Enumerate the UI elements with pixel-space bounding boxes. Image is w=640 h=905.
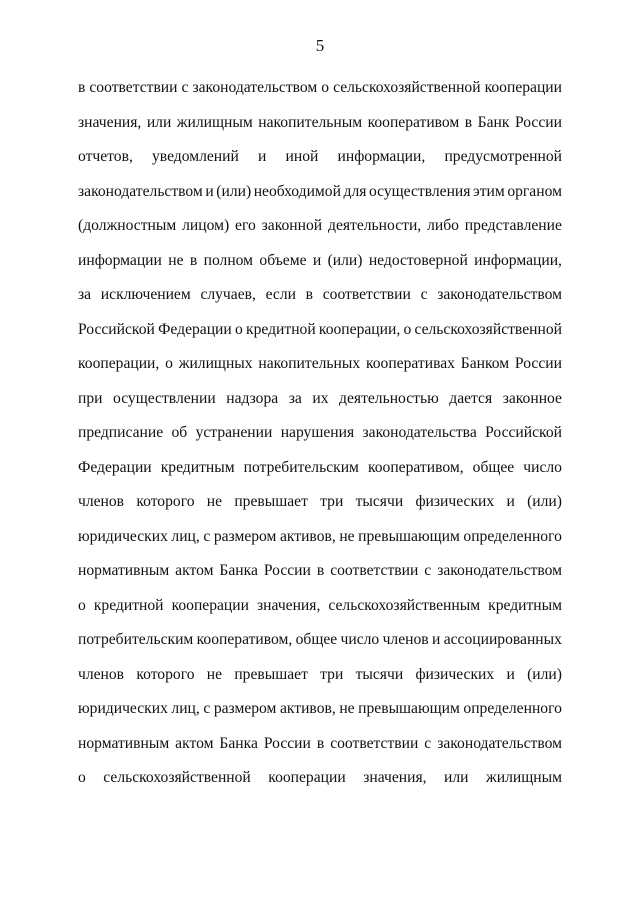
text-line: Российской Федерации о кредитной кооперации, о сельскохозяйственной: [78, 320, 562, 338]
text-line: нормативным актом Банка России в соответствии с законодательством: [78, 734, 562, 752]
text-line: отчетов, уведомлений и иной информации, предусмотренной: [78, 148, 562, 165]
text-line: в соответствии с законодательством о сельскохозяйственной кооперации: [78, 79, 562, 96]
text-line: членов которого не превышает три тысячи физических и (или): [78, 665, 562, 683]
text-line: Федерации кредитным потребительским кооперативом, общее число: [78, 458, 562, 476]
text-line: нормативным актом Банка России в соответствии с законодательством: [78, 562, 562, 579]
text-line: законодательством и (или) необходимой для осуществления этим органом: [78, 182, 562, 200]
document-body: [78, 76, 562, 801]
text-line: кооперации, о жилищных накопительных кооперативах Банком России: [78, 355, 562, 372]
text-line: о кредитной кооперации значения, сельскохозяйственным кредитным: [78, 596, 562, 614]
text-line: (должностным лицом) его законной деятельности, либо представление: [78, 217, 562, 234]
text-line: юридических лиц, с размером активов, не превышающим определенного: [78, 700, 562, 717]
text-line: при осуществлении надзора за их деятельностью дается законное: [78, 389, 562, 407]
text-line: информации не в полном объеме и (или) недостоверной информации,: [78, 251, 562, 269]
text-line: членов которого не превышает три тысячи физических и (или): [78, 493, 562, 510]
text-line: потребительским кооперативом, общее число членов и ассоциированных: [78, 631, 562, 648]
page-number: 5: [315, 36, 325, 55]
text-line: о сельскохозяйственной кооперации значения, или жилищным: [78, 769, 562, 786]
text-line: юридических лиц, с размером активов, не превышающим определенного: [78, 527, 562, 545]
text-line: значения, или жилищным накопительным кооперативом в Банк России: [78, 113, 562, 131]
text-line: за исключением случаев, если в соответствии с законодательством: [78, 286, 562, 303]
text-line: предписание об устранении нарушения законодательства Российской: [78, 424, 562, 441]
